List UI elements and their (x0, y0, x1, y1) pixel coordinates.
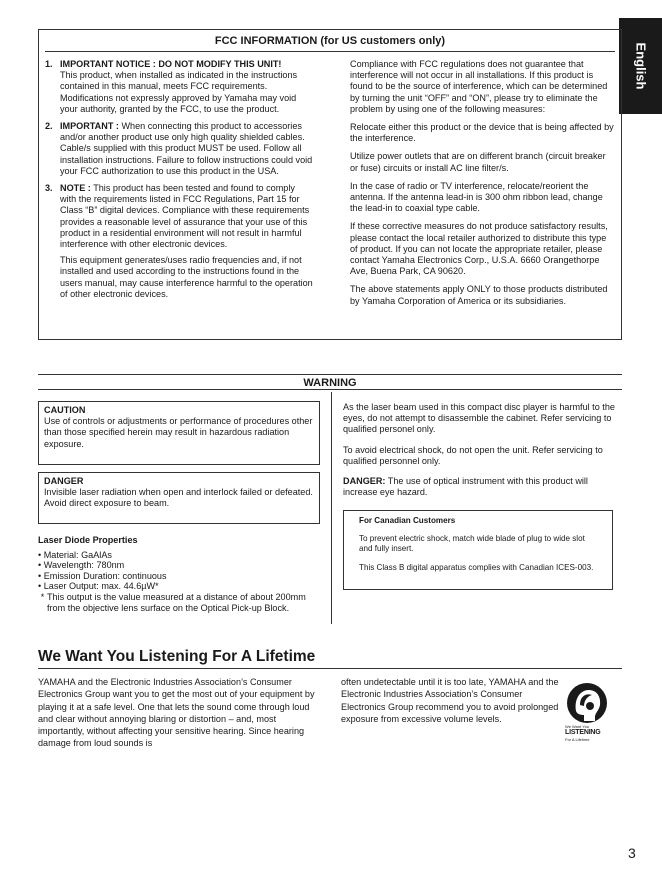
fcc-item (45, 183, 313, 300)
fcc-item-text: This product has been tested and found to comply with the requirements listed in FCC Regulations, Part 15 for Class “B” digital devices. Compliance with these requirements provides a reasonable level of assurance that your use of this product in a residential environment will not result in harmful interference with other electronic devices. (60, 183, 310, 250)
fcc-paragraph: In the case of radio or TV interference, relocate/reorient the antenna. If the antenna lead-in is 300 ohm ribbon lead, change the lead-in to coaxial type cable. (350, 180, 603, 214)
warning-right-column (343, 402, 619, 507)
fcc-item-text: This product, when installed as indicated in the instructions contained in this manual, meets FCC requirements. Modifications not expressly approved by Yamaha may void your authority, granted by the FCC, to use the product. (60, 70, 298, 114)
footnote-marker: * (40, 591, 45, 602)
fcc-item-lead: NOTE : (60, 183, 91, 194)
list-item: • Material: GaAlAs (38, 549, 112, 560)
danger-box (38, 472, 320, 524)
list-item: • Wavelength: 780nm (38, 560, 125, 571)
fcc-item (45, 59, 313, 115)
fcc-right-column (350, 59, 615, 314)
warning-column-divider (331, 392, 332, 624)
language-tab (619, 18, 662, 114)
fcc-item-extra: This equipment generates/uses radio frequencies and, if not installed and used according to the instructions found in the users manual, may cause interference harmful to the operation of other electronic devices. (60, 255, 313, 299)
fcc-paragraph: If these corrective measures do not produce satisfactory results, please contact the local retailer authorized to distribute this type of product. If you can not locate the appropriate retailer, please contact Yamaha Electronics Corp., U.S.A. 6660 Orangethorpe Ave, Buena Park, CA 90620. (350, 221, 608, 277)
warning-paragraph: To avoid electrical shock, do not open the unit. Refer servicing to qualified personnel only. (343, 444, 603, 466)
danger-heading: DANGER (44, 476, 84, 486)
fcc-title-rule (45, 51, 615, 52)
language-tab-label: English (633, 42, 648, 90)
listening-right-text: often undetectable until it is too late, YAMAHA and the Electronic Industries Association’s Consumer Electronics Group recommend you to avoid prolonged exposure from excessive volume levels. (341, 677, 559, 724)
canadian-customers-box (343, 510, 613, 590)
canadian-text: This Class B digital apparatus complies with Canadian ICES-003. (359, 563, 594, 572)
laser-diode-title: Laser Diode Properties (38, 535, 138, 545)
fcc-information-box (38, 29, 622, 340)
footnote-text: This output is the value measured at a distance of about 200mm from the objective lens surface on the Optical Pick-up Block. (47, 591, 306, 613)
fcc-item-lead: IMPORTANT NOTICE : DO NOT MODIFY THIS UNIT! (60, 59, 282, 69)
laser-diode-properties (38, 535, 323, 613)
warning-title: WARNING (38, 374, 622, 390)
canadian-text: To prevent electric shock, match wide blade of plug to wide slot and fully insert. (359, 534, 585, 553)
danger-text: Avoid direct exposure to beam. (44, 498, 170, 509)
warning-paragraph (343, 476, 619, 498)
caution-text: Use of controls or adjustments or performance of procedures other than those specified herein may result in hazardous radiation exposure. (44, 416, 313, 449)
logo-foot-text: For A Lifetime (565, 737, 590, 742)
fcc-left-column (45, 59, 313, 306)
fcc-item-number: 3. (45, 183, 53, 194)
fcc-paragraph: The above statements apply ONLY to those products distributed by Yamaha Corporation of America or its subsidiaries. (350, 284, 608, 306)
fcc-item-lead: IMPORTANT : (60, 121, 119, 132)
fcc-paragraph: Relocate either this product or the device that is being affected by the interference. (350, 122, 614, 144)
list-item: • Emission Duration: continuous (38, 570, 167, 581)
caution-heading: CAUTION (44, 405, 86, 415)
caution-box (38, 401, 320, 465)
fcc-paragraph: Compliance with FCC regulations does not guarantee that interference will not occur in all installations. If this product is found to be the source of interference, which can be determined by turning the unit “OFF” and “ON”, please try to eliminate the problem by using one of the following measures: (350, 59, 608, 114)
logo-small-text: We Want You (565, 724, 590, 729)
listening-heading: We Want You Listening For A Lifetime (38, 648, 316, 665)
fcc-item (45, 121, 313, 177)
fcc-paragraph: Utilize power outlets that are on different branch (circuit breaker or fuse) circuits or install AC line filter/s. (350, 151, 606, 173)
laser-output-note (38, 592, 323, 613)
fcc-title: FCC INFORMATION (for US customers only) (214, 35, 446, 47)
fcc-item-number: 1. (45, 59, 53, 69)
page-number: 3 (628, 845, 636, 861)
warning-paragraph: As the laser beam used in this compact disc player is harmful to the eyes, do not attempt to disassemble the cabinet. Refer servicing to qualified personel only. (343, 402, 615, 435)
canadian-heading: For Canadian Customers (359, 516, 456, 525)
logo-big-text: LISTENING (565, 729, 601, 736)
danger-optical-text: The use of optical instrument with this product will increase eye hazard. (343, 476, 588, 498)
danger-text: Invisible laser radiation when open and interlock failed or defeated. (44, 487, 313, 498)
fcc-item-text: When connecting this product to accessories and/or another product use only high quality shielded cables. Cable/s supplied with this product MUST be used. Follow all installation instructions. Failure to follow instructions could void your FCC authorization to use this product in the USA. (60, 121, 313, 176)
listening-rule (38, 668, 622, 669)
listening-logo-text (565, 724, 613, 742)
list-item: • Laser Output: max. 44.6µW* (38, 581, 159, 592)
fcc-item-number: 2. (45, 121, 53, 132)
danger-lead: DANGER: (343, 476, 386, 487)
listening-left-text: YAMAHA and the Electronic Industries Association’s Consumer Electronics Group want you to get the most out of your equipment by playing it at a safe level. One that lets the sound come through loud and clear without annoying blaring or distortion – and, most importantly, without affecting your sensitive hearing. Since hearing damage from loud sounds is (38, 677, 315, 749)
